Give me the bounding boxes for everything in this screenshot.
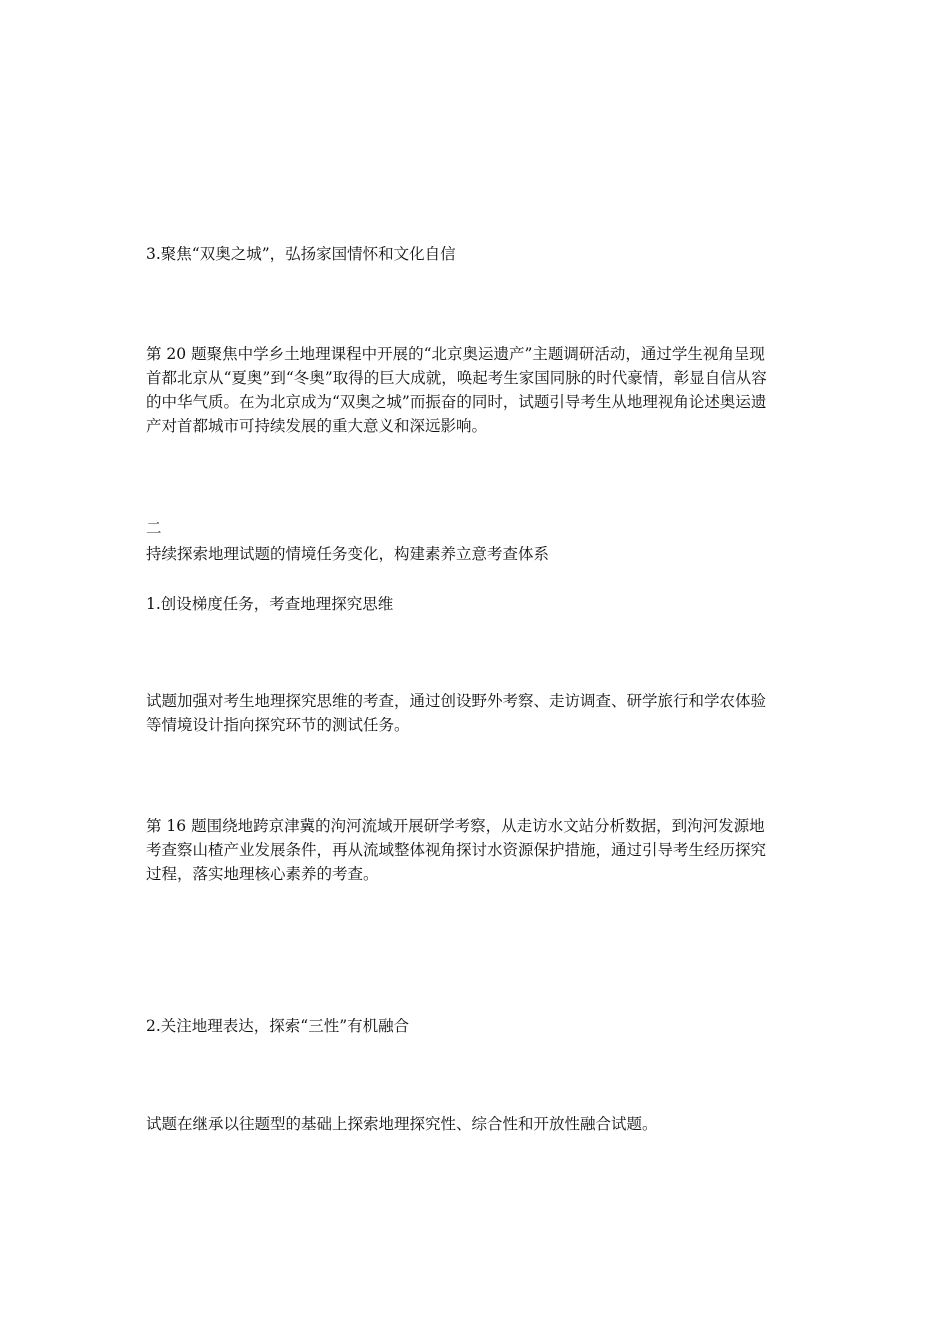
paragraph-line: 第 20 题聚焦中学乡土地理课程中开展的“北京奥运遗产”主题调研活动，通过学生视角呈现 bbox=[146, 345, 765, 363]
inquiry-paragraph bbox=[146, 689, 814, 737]
section-2-heading: 2.关注地理表达，探索“三性”有机融合 bbox=[146, 1017, 410, 1035]
paragraph-line: 产对首都城市可持续发展的重大意义和深远影响。 bbox=[146, 417, 488, 435]
paragraph-line: 第 16 题围绕地跨京津冀的泃河流域开展研学考察，从走访水文站分析数据，到泃河发源地 bbox=[146, 817, 765, 835]
paragraph-line: 试题加强对考生地理探究思维的考查，通过创设野外考察、走访调查、研学旅行和学农体验 bbox=[146, 692, 767, 710]
paragraph-line: 的中华气质。在为北京成为“双奥之城”而振奋的同时，试题引导考生从地理视角论述奥运遗 bbox=[146, 393, 767, 411]
section-1-heading: 1.创设梯度任务，考查地理探究思维 bbox=[146, 595, 394, 613]
question-16-paragraph bbox=[146, 814, 814, 886]
paragraph-line: 首都北京从“夏奥”到“冬奥”取得的巨大成就，唤起考生家国同脉的时代豪情，彰显自信从容 bbox=[146, 369, 767, 387]
paragraph-line: 等情境设计指向探究环节的测试任务。 bbox=[146, 716, 410, 734]
paragraph-line: 考查察山楂产业发展条件，再从流域整体视角探讨水资源保护措施，通过引导考生经历探究 bbox=[146, 841, 767, 859]
paragraph-line: 过程，落实地理核心素养的考查。 bbox=[146, 865, 379, 883]
question-20-paragraph bbox=[146, 342, 814, 438]
fusion-paragraph: 试题在继承以往题型的基础上探索地理探究性、综合性和开放性融合试题。 bbox=[146, 1115, 658, 1133]
part-2-title: 持续探索地理试题的情境任务变化，构建素养立意考查体系 bbox=[146, 545, 550, 563]
part-2-number: 二 bbox=[146, 519, 162, 537]
section-3-heading: 3.聚焦“双奥之城”，弘扬家国情怀和文化自信 bbox=[146, 245, 456, 263]
